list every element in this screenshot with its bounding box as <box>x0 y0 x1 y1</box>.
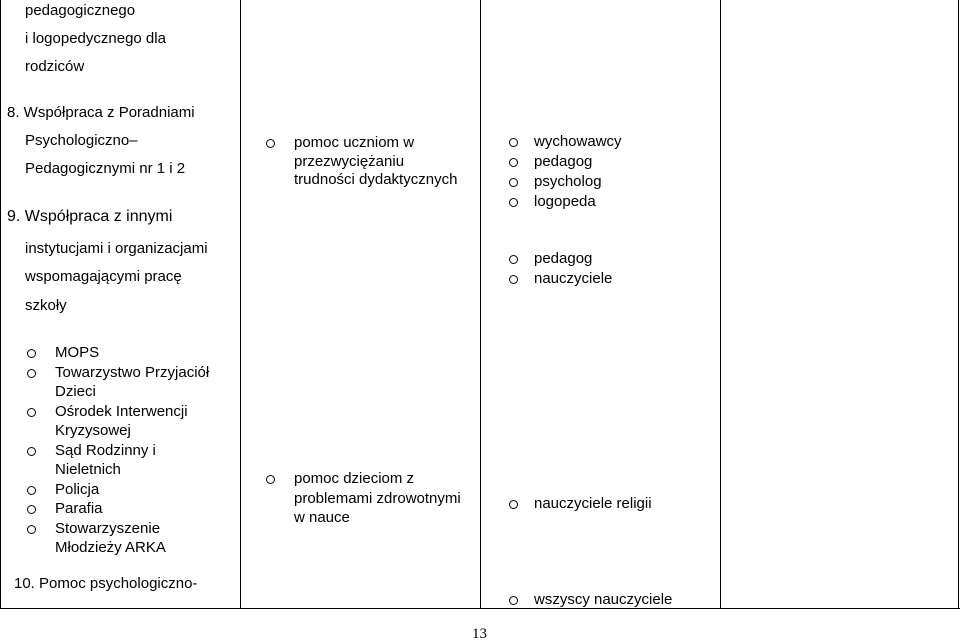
bullet-icon <box>266 139 275 148</box>
page-number: 13 <box>472 626 487 642</box>
item8-line-1: 8. Współpraca z Poradniami <box>7 104 195 121</box>
item7-line-2: i logopedycznego dla <box>25 30 166 47</box>
list-item: pedagog <box>507 152 622 172</box>
item9-line-2: wspomagającymi pracę <box>25 268 182 285</box>
bullet-icon <box>27 408 36 417</box>
list-item: psycholog <box>507 172 622 192</box>
list-item: Ośrodek Interwencji <box>27 402 209 422</box>
bullet-icon <box>27 349 36 358</box>
bullet-icon <box>509 158 518 167</box>
item9-title: 9. Współpraca z innymi <box>7 208 173 225</box>
institutions-list <box>27 343 209 558</box>
item8-line-2: Psychologiczno– <box>25 132 138 149</box>
list-item: logopeda <box>507 192 622 212</box>
list-item: Sąd Rodzinny i <box>27 441 209 461</box>
bullet-icon <box>509 198 518 207</box>
list-item-continuation: przezwyciężaniu <box>294 152 405 170</box>
bullet-icon <box>27 447 36 456</box>
list-item: wszyscy nauczyciele <box>507 590 672 610</box>
bullet-icon <box>509 178 518 187</box>
list-item-continuation: Kryzysowej <box>55 422 131 439</box>
bullet-icon <box>27 486 36 495</box>
item10-title: 10. Pomoc psychologiczno- <box>14 575 198 592</box>
table-border-col3 <box>720 0 721 609</box>
list-item: pomoc uczniom w <box>266 133 457 153</box>
list-item: Stowarzyszenie <box>27 519 209 539</box>
responsible-group-2 <box>507 249 612 289</box>
list-item: wychowawcy <box>507 132 622 152</box>
bullet-icon <box>509 275 518 284</box>
responsible-group-1 <box>507 132 622 212</box>
list-item-continuation: Nieletnich <box>55 461 121 478</box>
table-border-bottom <box>0 608 960 609</box>
support-block-2 <box>266 469 461 527</box>
list-item-continuation: trudności dydaktycznych <box>294 170 458 188</box>
item8-line-3: Pedagogicznymi nr 1 i 2 <box>25 160 186 177</box>
bullet-icon <box>509 500 518 509</box>
item7-line-3: rodziców <box>25 58 85 75</box>
list-item: Parafia <box>27 499 209 519</box>
table-border-right <box>958 0 959 609</box>
list-item: MOPS <box>27 343 209 363</box>
item7-line-1: pedagogicznego <box>25 2 136 19</box>
item9-line-1: instytucjami i organizacjami <box>25 240 208 257</box>
list-item: Towarzystwo Przyjaciół <box>27 363 209 383</box>
bullet-icon <box>27 369 36 378</box>
list-item: Policja <box>27 480 209 500</box>
list-item: nauczyciele religii <box>507 494 652 514</box>
list-item-continuation: problemami zdrowotnymi <box>294 489 461 507</box>
list-item: pomoc dzieciom z <box>266 469 461 489</box>
bullet-icon <box>509 138 518 147</box>
bullet-icon <box>509 596 518 605</box>
table-border-col1 <box>240 0 241 609</box>
responsible-group-4 <box>507 590 672 610</box>
list-item: pedagog <box>507 249 612 269</box>
bullet-icon <box>27 505 36 514</box>
bullet-icon <box>27 525 36 534</box>
list-item-continuation: Młodzieży ARKA <box>55 539 166 556</box>
list-item-continuation: w nauce <box>294 508 350 526</box>
item9-line-3: szkoły <box>25 297 67 314</box>
bullet-icon <box>266 475 275 484</box>
table-border-left <box>0 0 1 609</box>
table-border-col2 <box>480 0 481 609</box>
support-block-1 <box>266 133 457 189</box>
responsible-group-3 <box>507 494 652 514</box>
list-item: nauczyciele <box>507 269 612 289</box>
list-item-continuation: Dzieci <box>55 383 96 400</box>
bullet-icon <box>509 255 518 264</box>
